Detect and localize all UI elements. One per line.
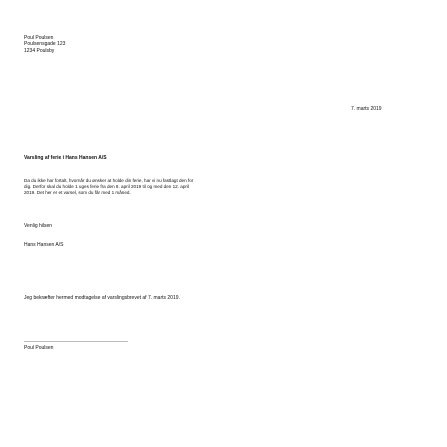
sender-city: 1234 Poulsby — [24, 47, 55, 54]
body-line-1: Da du ikke har fortalt, hvornår du ønsker at holde din ferie, har vi nu fastlagt den for — [24, 178, 194, 183]
letter-body — [24, 178, 424, 197]
sender-name: Poul Poulsen — [24, 35, 54, 41]
receipt-confirmation: Jeg bekræfter hermed modtagelse af varslingsbrevet af 7. marts 2019. — [24, 295, 180, 301]
sender-street: Poulsensgade 123 — [24, 41, 66, 48]
letter-subject: Varsling af ferie i Hans Hansen A/S — [24, 155, 107, 161]
closing-greeting: Venlig hilsen — [24, 223, 53, 229]
letter-date: 7. marts 2019 — [351, 106, 382, 112]
body-line-2: dig. Derfor skal du holde 1 uges ferie fra den 8. april 2019 til og med den 12. april — [24, 184, 189, 190]
signature-line — [24, 341, 128, 342]
body-line-3: 2019. Det her er et varsel, som du får med 1 måned. — [24, 190, 131, 196]
signature-name: Poul Poulsen — [24, 345, 54, 351]
sender-address — [24, 35, 65, 54]
company-name: Hans Hansen A/S — [24, 242, 64, 248]
